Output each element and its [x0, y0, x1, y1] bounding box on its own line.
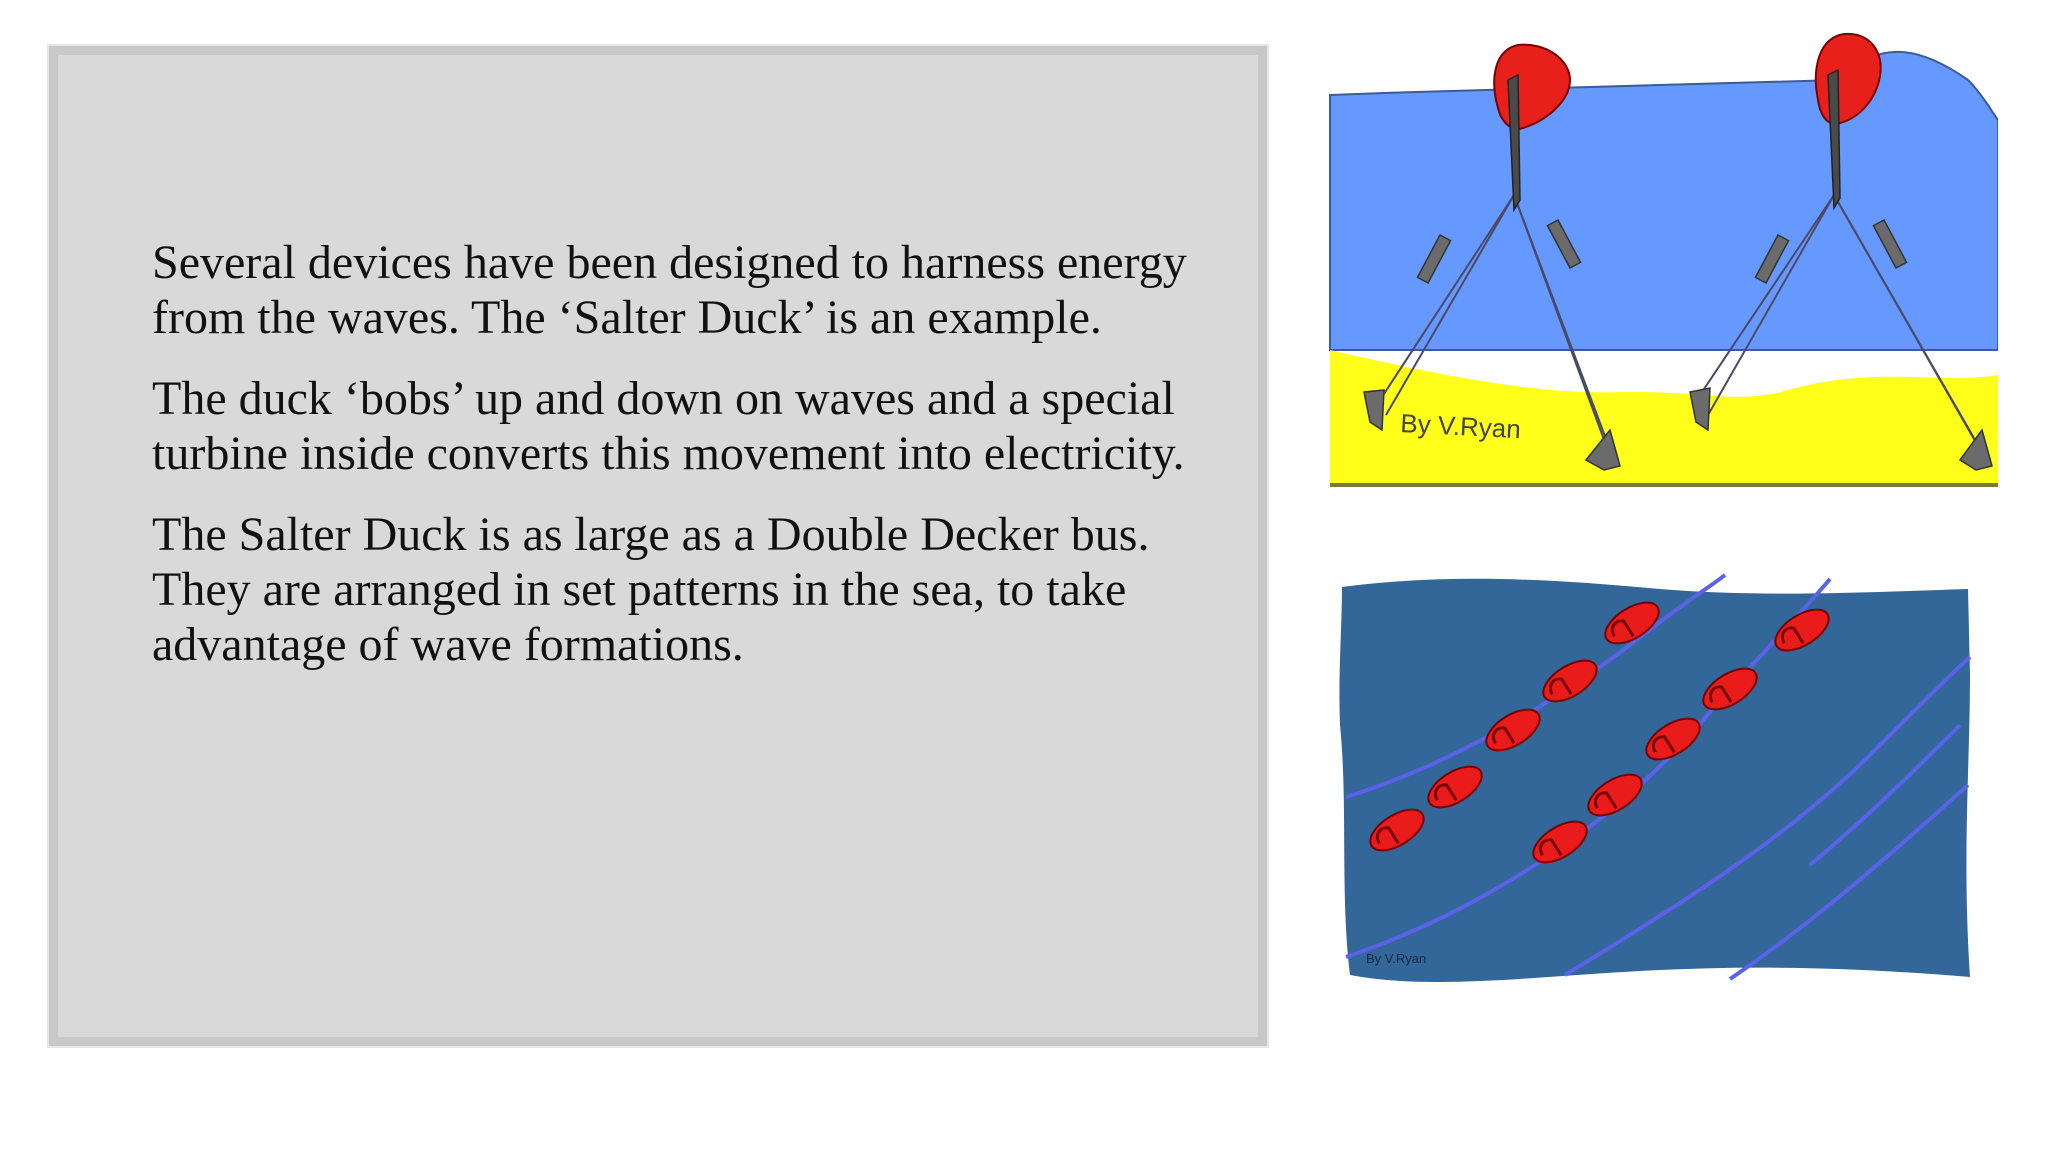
- salter-duck-top-view-diagram: [1330, 565, 1980, 995]
- paragraph-intro: Several devices have been designed to harness energy from the waves. The ‘Salter Duck’ is an example.: [152, 236, 1187, 344]
- paragraph-list: [152, 235, 1192, 698]
- paragraph-mechanism: The duck ‘bobs’ up and down on waves and a special turbine inside converts this movement into electricity.: [152, 372, 1185, 480]
- top-diagram-credit: By V.Ryan: [1366, 951, 1427, 966]
- side-diagram-credit: By V.Ryan: [1399, 408, 1522, 445]
- text-panel: [47, 44, 1269, 1048]
- text-panel-inner: [58, 55, 1258, 1037]
- paragraph-size-arrangement: The Salter Duck is as large as a Double Decker bus. They are arranged in set patterns in the sea, to take advantage of wave formations.: [152, 508, 1150, 671]
- salter-duck-side-view-diagram: [1318, 20, 1998, 496]
